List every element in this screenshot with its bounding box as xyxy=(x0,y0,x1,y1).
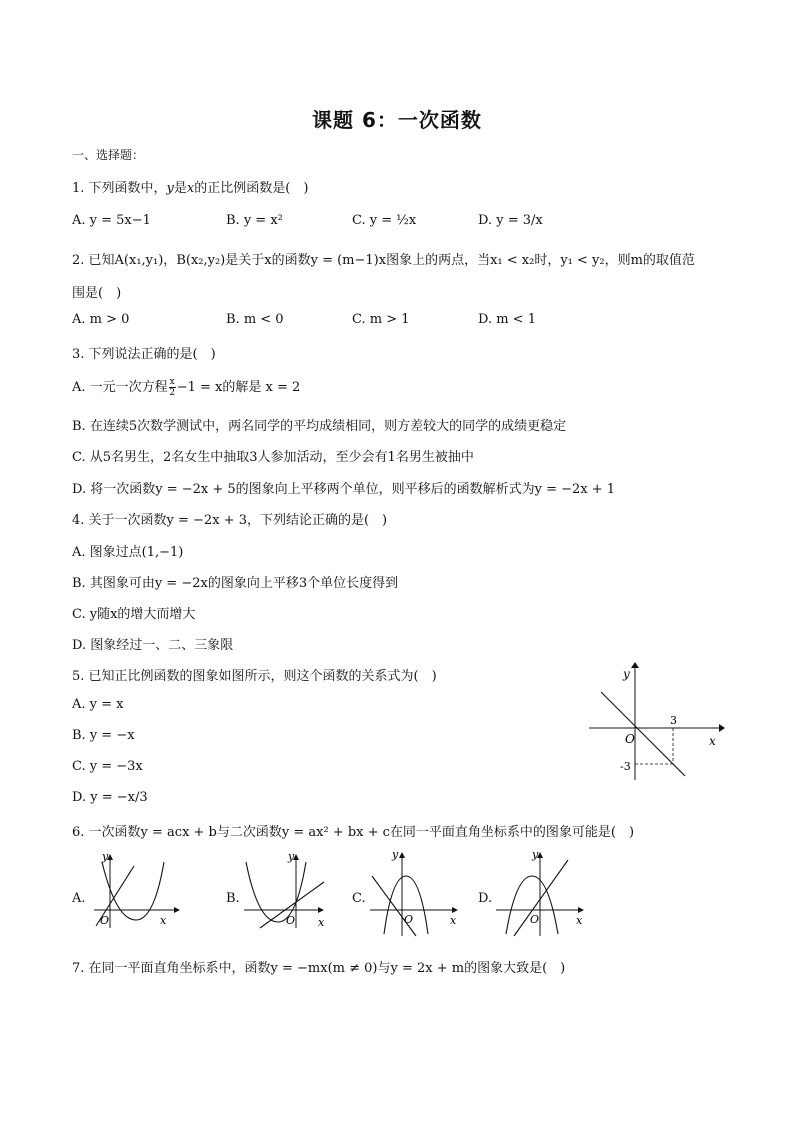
graph-x-mark: 3 xyxy=(670,714,677,727)
question-6-graph-c xyxy=(366,846,462,938)
linear-line xyxy=(372,876,416,936)
question-7-stem: 7. 在同一平面直角坐标系中，函数y = −mx(m ≠ 0)与y = 2x + m的图象大致是( ) xyxy=(72,961,566,976)
question-6-label-b: B. xyxy=(226,891,240,906)
graph-x-label: x xyxy=(709,734,716,748)
question-5-option-c: C. y = −3x xyxy=(72,759,143,774)
fraction: $\frac{x}{2}$ xyxy=(169,377,176,398)
question-3-option-d: D. 将一次函数y = −2x + 5的图象向上平移两个单位，则平移后的函数解析式为y = −2x + 1 xyxy=(72,482,616,497)
page-title: 课题 6：一次函数 xyxy=(312,108,482,132)
question-5-graph xyxy=(585,662,725,782)
question-2-stem-line1: 2. 已知A(x₁,y₁)，B(x₂,y₂)是关于x的函数y = (m−1)x图象上的两点，当x₁ < x₂时，y₁ < y₂，则m的取值范 xyxy=(72,253,695,268)
question-3-stem: 3. 下列说法正确的是( ) xyxy=(72,347,216,362)
question-4-option-a: A. 图象过点(1,−1) xyxy=(72,545,184,560)
axis-y-label: y xyxy=(392,848,399,861)
origin-label: O xyxy=(100,914,110,927)
question-2-option-a: A. m > 0 xyxy=(72,312,130,327)
question-1-option-d: D. y = 3/x xyxy=(478,213,543,228)
y-axis-arrow-icon xyxy=(399,852,405,858)
question-5-option-d: D. y = −x/3 xyxy=(72,790,148,805)
question-6-label-c: C. xyxy=(352,891,366,906)
question-4-stem: 4. 关于一次函数y = −2x + 3，下列结论正确的是( ) xyxy=(72,513,388,528)
linear-line xyxy=(514,860,568,936)
x-axis-arrow-icon xyxy=(174,907,180,913)
question-4-option-c: C. y随x的增大而增大 xyxy=(72,607,196,622)
question-1-option-b: B. y = x² xyxy=(226,213,283,228)
question-6-stem: 6. 一次函数y = acx + b与二次函数y = ax² + bx + c在同一平面直角坐标系中的图象可能是( ) xyxy=(72,825,635,840)
question-2-option-d: D. m < 1 xyxy=(478,312,536,327)
parabola-curve xyxy=(102,862,164,920)
question-6-graph-a xyxy=(88,848,180,930)
axis-x-label: x xyxy=(160,914,167,927)
axis-y-label: y xyxy=(102,850,109,863)
section-heading: 一、选择题： xyxy=(72,148,145,162)
graph-y-mark: -3 xyxy=(620,760,631,773)
x-axis-arrow-icon xyxy=(578,907,584,913)
question-6-label-a: A. xyxy=(72,891,86,906)
question-1-option-c: C. y = ½x xyxy=(352,213,417,228)
axis-y-label: y xyxy=(532,848,539,861)
question-5-option-b: B. y = −x xyxy=(72,728,135,743)
x-axis-arrow-icon xyxy=(719,724,725,732)
graph-origin-label: O xyxy=(625,732,635,746)
question-5-option-a: A. y = x xyxy=(72,697,124,712)
y-axis-arrow-icon xyxy=(631,662,639,668)
question-2-option-c: C. m > 1 xyxy=(352,312,410,327)
question-2-option-b: B. m < 0 xyxy=(226,312,284,327)
x-axis-arrow-icon xyxy=(452,907,458,913)
question-4-option-b: B. 其图象可由y = −2x的图象向上平移3个单位长度得到 xyxy=(72,576,399,591)
question-1-stem: 1. 下列函数中，y是x的正比例函数是( ) xyxy=(72,181,309,196)
axis-y-label: y xyxy=(288,850,295,863)
function-line xyxy=(601,692,685,776)
parabola-curve xyxy=(246,862,306,922)
question-3-option-c: C. 从5名男生，2名女生中抽取3人参加活动，至少会有1名男生被抽中 xyxy=(72,450,474,465)
question-1-option-a: A. y = 5x−1 xyxy=(72,213,151,228)
question-6-label-d: D. xyxy=(478,891,493,906)
question-4-option-d: D. 图象经过一、二、三象限 xyxy=(72,638,234,653)
question-2-stem-line2: 围是( ) xyxy=(72,286,122,301)
origin-label: O xyxy=(530,913,540,926)
question-3-option-a: A. 一元一次方程 $\frac{x}{2}$ −1 = x的解是 x = 2 xyxy=(72,377,301,398)
origin-label: O xyxy=(286,914,296,927)
question-3-option-b: B. 在连续5次数学测试中，两名同学的平均成绩相同，则方差较大的同学的成绩更稳定 xyxy=(72,419,567,434)
axis-x-label: x xyxy=(576,914,583,927)
axis-x-label: x xyxy=(450,914,457,927)
question-6-graph-b xyxy=(240,848,332,930)
origin-label: O xyxy=(404,913,414,926)
axis-x-label: x xyxy=(318,916,325,929)
graph-y-label: y xyxy=(623,667,630,681)
x-axis-arrow-icon xyxy=(318,907,324,913)
question-5-stem: 5. 已知正比例函数的图象如图所示，则这个函数的关系式为( ) xyxy=(72,669,437,684)
question-6-graph-d xyxy=(492,846,588,938)
